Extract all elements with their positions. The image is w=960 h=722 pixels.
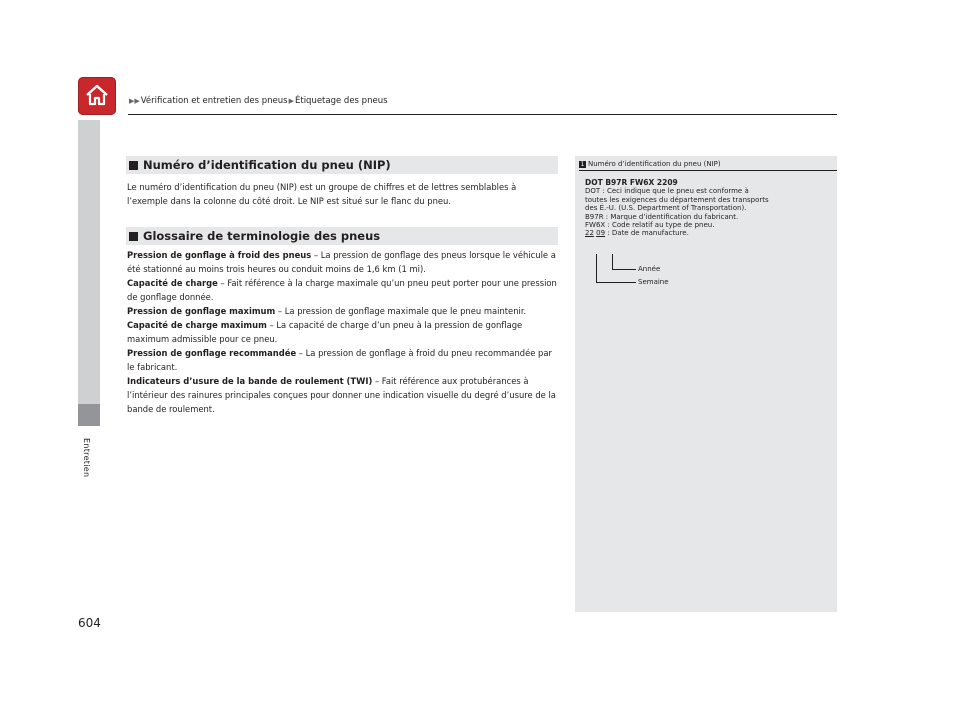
tin-line: toutes les exigences du département des transports [585, 195, 769, 204]
date-week: 22 [585, 229, 594, 238]
term-name: Capacité de charge [127, 278, 218, 288]
glossary-term [127, 374, 559, 416]
section-heading-tin [126, 156, 558, 174]
week-connector [596, 282, 636, 283]
term-desc: – La pression de gonflage maximale que le pneu maintenir. [275, 306, 527, 316]
term-desc: – Fait référence aux protubérances à l’intérieur des rainures principales conçues pour donner une indication visuelle du degré d’usure de la bande de roulement. [127, 376, 556, 414]
side-chapter-bar [78, 120, 100, 404]
tin-description: Le numéro d’identification du pneu (NIP) est un groupe de chiffres et de lettres semblables à l’exemple dans la colonne du côté droit. Le NIP est situé sur le flanc du pneu. [127, 182, 517, 206]
reference-marker-icon: 1 [580, 160, 585, 168]
term-name: Indicateurs d’usure de la bande de roulement (TWI) [127, 376, 373, 386]
header-rule [128, 114, 837, 115]
page-number: 604 [78, 616, 101, 630]
sidebar-title: Numéro d’identification du pneu (NIP) [588, 160, 721, 168]
home-icon [84, 82, 110, 108]
section-square-icon [129, 161, 138, 170]
glossary-term [127, 346, 559, 374]
section-paragraph [127, 180, 559, 208]
section-square-icon [129, 232, 138, 241]
glossary-term [127, 276, 559, 304]
week-connector [596, 254, 597, 283]
sidebar-body [585, 179, 830, 238]
side-chapter-tab[interactable] [78, 404, 100, 426]
year-connector [612, 269, 636, 270]
tin-line: B97R : Marque d’identification du fabricant. [585, 212, 739, 221]
term-desc: – Fait référence à la charge maximale qu’un pneu peut porter pour une pression de gonflage donnée. [127, 278, 557, 302]
date-desc: : Date de manufacture. [605, 229, 689, 238]
tin-line: FW6X : Code relatif au type de pneu. [585, 221, 715, 230]
glossary-term [127, 304, 559, 318]
tin-line: des É.-U. (U.S. Department of Transportation). [585, 204, 747, 213]
glossary-term [127, 248, 559, 276]
side-chapter-label: Entretien [82, 438, 91, 478]
tin-date-line [585, 229, 830, 237]
glossary-list [127, 248, 559, 416]
sidebar-heading [579, 160, 721, 168]
term-desc: – La capacité de charge d’un pneu à la pression de gonflage maximum admissible pour ce pneu. [127, 320, 523, 344]
term-name: Pression de gonflage recommandée [127, 348, 297, 358]
breadcrumb-arrow-icon: ▶▶ [129, 97, 140, 105]
term-desc: – La pression de gonflage à froid du pneu recommandée par le fabricant. [127, 348, 552, 372]
breadcrumb [128, 96, 388, 106]
year-connector [612, 254, 613, 270]
term-name: Pression de gonflage maximum [127, 306, 276, 316]
section-heading-glossary [126, 227, 558, 245]
home-button[interactable] [78, 77, 116, 115]
term-name: Pression de gonflage à froid des pneus [127, 250, 312, 260]
tin-code-example: DOT B97R FW6X 2209 [585, 178, 678, 187]
year-label: Année [638, 265, 661, 273]
glossary-term [127, 318, 559, 346]
tin-line: DOT : Ceci indique que le pneu est conforme à [585, 187, 749, 196]
breadcrumb-item-tire-care[interactable]: Vérification et entretien des pneus [140, 96, 288, 106]
date-year: 09 [596, 229, 606, 238]
breadcrumb-item-tire-labeling[interactable]: Étiquetage des pneus [294, 96, 388, 106]
term-desc: – La pression de gonflage des pneus lorsque le véhicule a été stationné au moins trois heures ou conduit moins de 1,6 km (1 mi). [127, 250, 556, 274]
term-name: Capacité de charge maximum [127, 320, 267, 330]
breadcrumb-arrow-icon: ▶ [288, 97, 294, 105]
section-title: Glossaire de terminologie des pneus [143, 229, 381, 243]
sidebar-rule [579, 170, 837, 171]
section-title: Numéro d’identification du pneu (NIP) [143, 158, 391, 172]
week-label: Semaine [638, 278, 669, 286]
